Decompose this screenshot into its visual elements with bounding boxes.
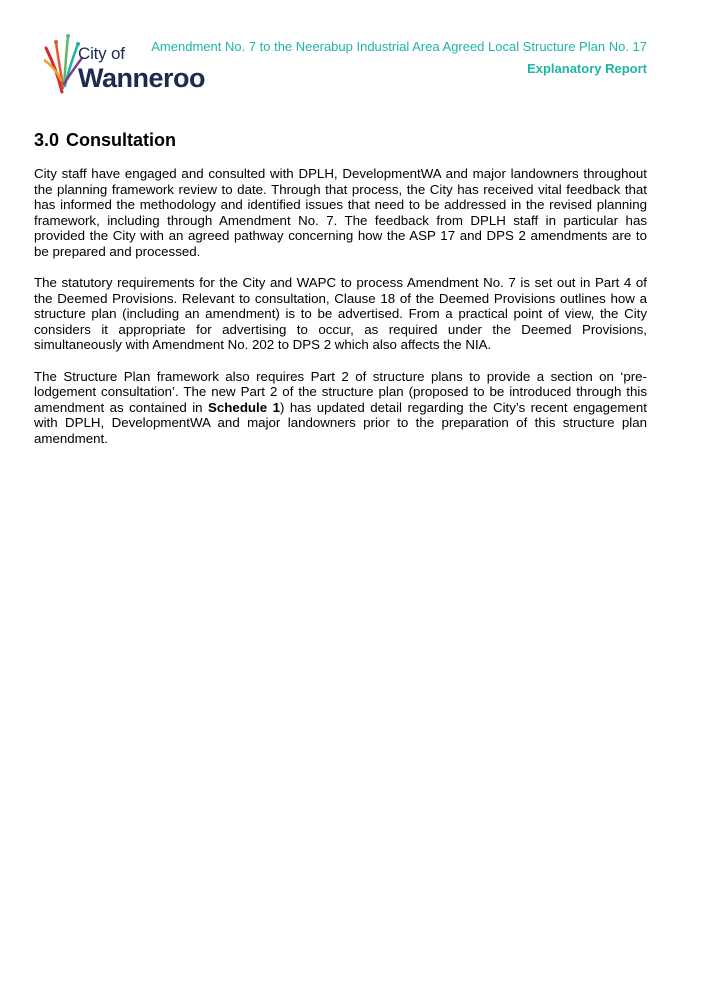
logo-text-line1: City of bbox=[78, 44, 125, 63]
paragraph-1: City staff have engaged and consulted with DPLH, DevelopmentWA and major landowners throughout the planning framework review to date. Through that process, the City has received vital feedback that has informed the methodology and identified issues that need to be addressed in the revised planning framework, including through Amendment No. 7. The feedback from DPLH staff in particular has provided the City with an agreed pathway concerning how the ASP 17 and DPS 2 amendments are to be prepared and processed. bbox=[34, 166, 647, 259]
schedule-reference: Schedule 1 bbox=[208, 399, 280, 415]
body-content bbox=[34, 166, 647, 462]
paragraph-3-text-a: The Structure Plan framework also requires Part 2 of structure plans to provide a section on ‘pre-lodgement consultation’. The new Part 2 of the structure plan (proposed to be introduced through this amendment as contained in bbox=[34, 368, 647, 415]
logo-text-line2: Wanneroo bbox=[78, 63, 205, 93]
paragraph-3 bbox=[34, 369, 647, 447]
paragraph-2: The statutory requirements for the City and WAPC to process Amendment No. 7 is set out in Part 4 of the Deemed Provisions. Relevant to consultation, Clause 18 of the Deemed Provisions outlines how a structure plan (including an amendment) is to be advertised. From a practical point of view, the City considers it appropriate for advertising to occur, as required under the Deemed Provisions, simultaneously with Amendment No. 202 to DPS 2 which also affects the NIA. bbox=[34, 275, 647, 353]
document-subtitle: Explanatory Report bbox=[527, 61, 647, 76]
section-number: 3.0 bbox=[34, 130, 60, 150]
document-title: Amendment No. 7 to the Neerabup Industrial Area Agreed Local Structure Plan No. 17 bbox=[151, 39, 647, 54]
section-title: Consultation bbox=[66, 130, 176, 150]
section-heading bbox=[34, 130, 176, 151]
paragraph-3-text-b: ) has updated detail regarding the City’s recent engagement with DPLH, DevelopmentWA and major landowners prior to the preparation of this structure plan amendment. bbox=[34, 399, 647, 446]
